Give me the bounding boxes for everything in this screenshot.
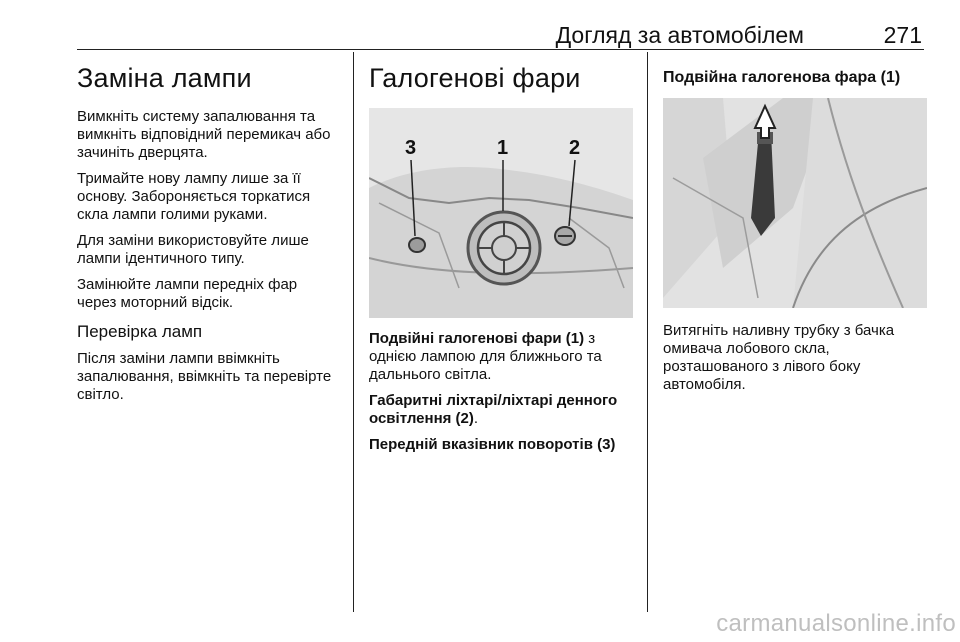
- figure-heading-dual-halogen: Подвійна галогенова фара (1): [663, 69, 901, 86]
- paragraph: Для заміни використовуйте лише лампи ідентичного типу.: [77, 232, 309, 267]
- item-1-label: Подвійні галогенові фари (1): [369, 330, 585, 347]
- figure-item-3: [369, 436, 633, 454]
- callout-3: 3: [405, 137, 417, 159]
- page-header: [77, 18, 924, 50]
- item-3-label: Передній вказівник поворотів (3): [369, 436, 616, 453]
- page-number: 271: [883, 22, 922, 48]
- item-1-text: з однією лампою для ближнього та дальнього світла.: [369, 330, 602, 383]
- figure-item-2: [369, 392, 633, 428]
- washer-filler-drawing: [663, 98, 927, 308]
- callout-1: 1: [497, 137, 509, 159]
- paragraph: Замінюйте лампи передніх фар через моторний відсік.: [77, 276, 298, 311]
- watermark: carmanualsonline.info: [716, 610, 956, 637]
- header-rule: [77, 49, 924, 50]
- column-divider-2: [647, 52, 648, 612]
- paragraph: Вимкніть систему запалювання та вимкніть відповідний перемикач або зачиніть дверцята.: [77, 108, 331, 161]
- running-title: Догляд за автомобілем: [555, 22, 804, 48]
- section-heading-halogen-headlights: Галогенові фари: [369, 63, 581, 93]
- subheading-bulb-check: Перевірка ламп: [77, 322, 203, 341]
- column-divider-1: [353, 52, 354, 612]
- column-2: [369, 60, 633, 462]
- washer-filler-illustration: [663, 98, 927, 308]
- section-heading-bulb-replacement: Заміна лампи: [77, 63, 252, 93]
- item-2-label: Габаритні ліхтарі/ліхтарі денного освітлення (2): [369, 392, 618, 427]
- column-3: [663, 60, 927, 402]
- headlight-drawing: [369, 108, 633, 318]
- column-1: [77, 60, 339, 412]
- paragraph: Тримайте нову лампу лише за її основу. Забороняється торкатися скла лампи голими руками.: [77, 170, 311, 223]
- figure-item-1: [369, 330, 633, 384]
- paragraph: Після заміни лампи ввімкніть запалювання, ввімкніть та перевірте світло.: [77, 350, 332, 403]
- paragraph: Витягніть наливну трубку з бачка омивача лобового скла, розташованого з лівого боку автомобіля.: [663, 322, 895, 393]
- headlight-illustration: [369, 108, 633, 318]
- item-2-text: .: [473, 410, 479, 427]
- callout-2: 2: [569, 137, 581, 159]
